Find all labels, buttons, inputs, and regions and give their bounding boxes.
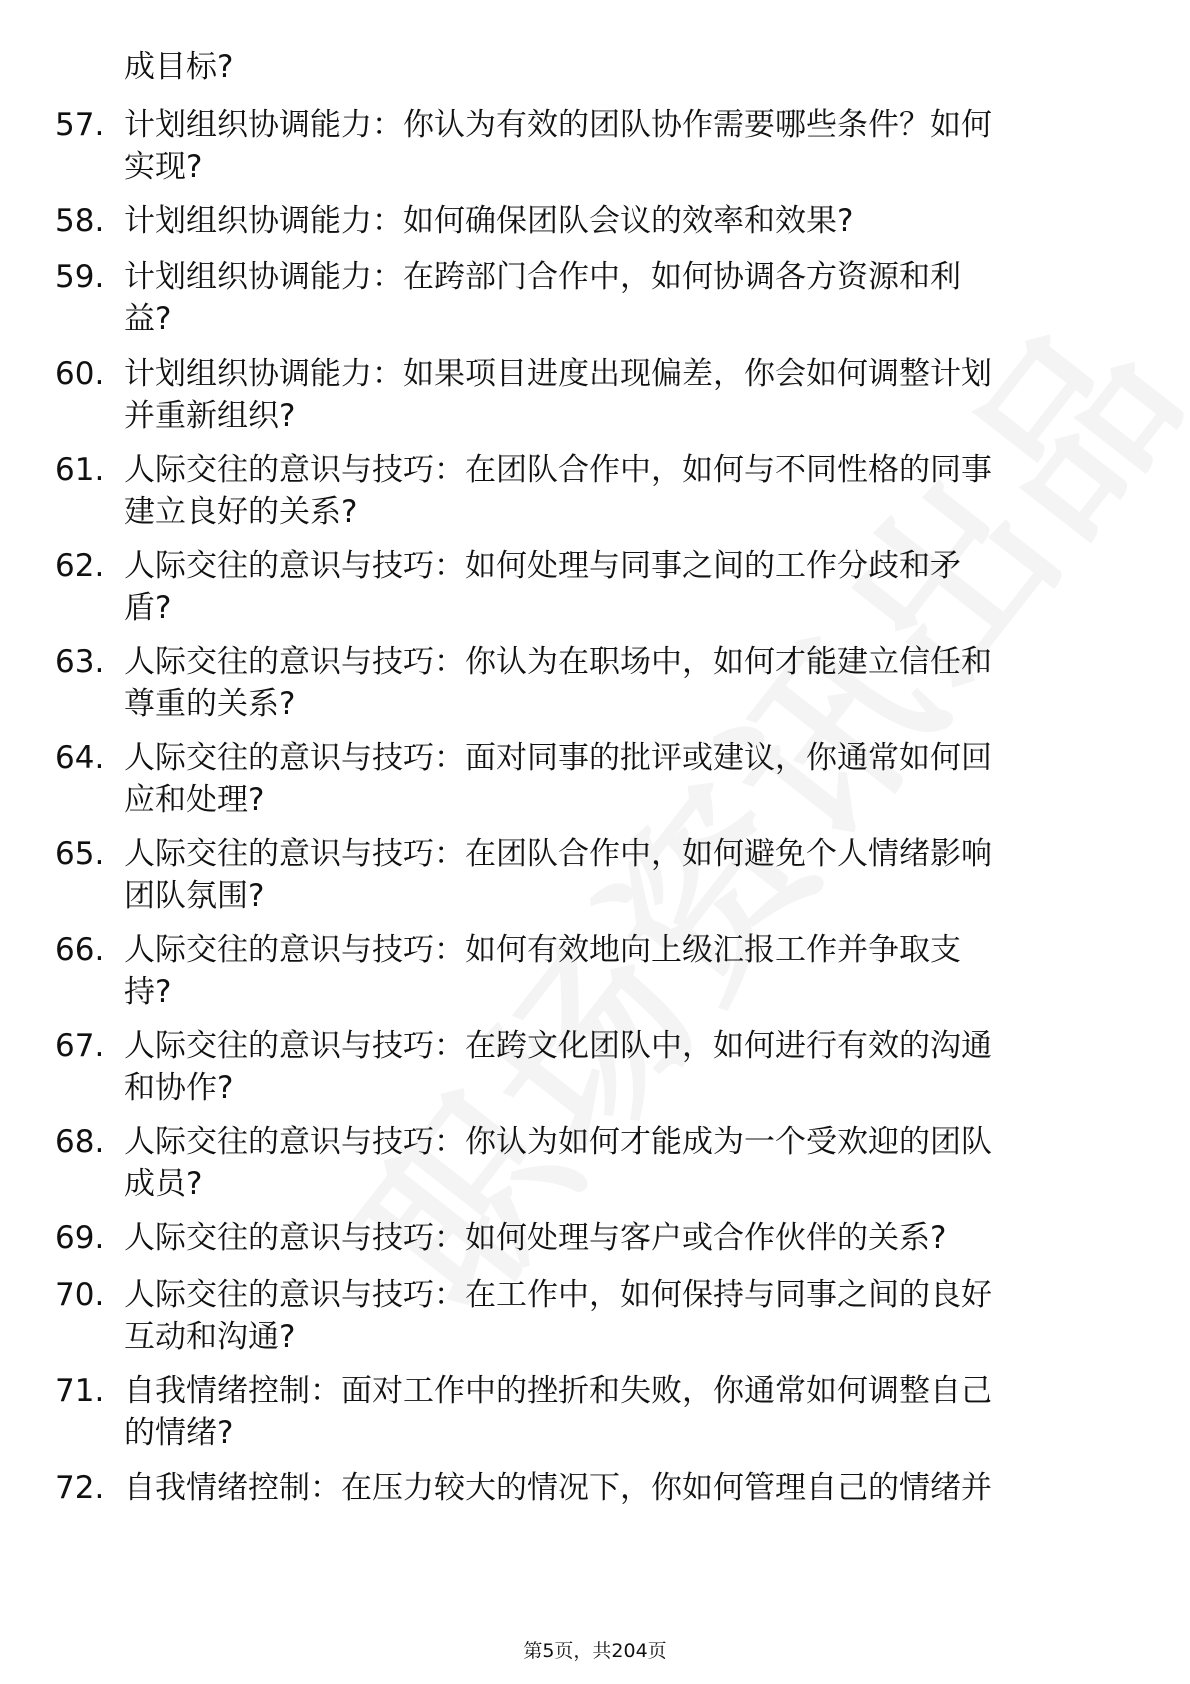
item-number: 58. — [55, 203, 105, 239]
item-number: 65. — [55, 836, 105, 872]
item-number: 59. — [55, 259, 105, 295]
item-number: 67. — [55, 1028, 105, 1064]
item-text: 人际交往的意识与技巧：你认为如何才能成为一个受欢迎的团队 成员? — [124, 1124, 992, 1202]
item-text: 人际交往的意识与技巧：在团队合作中，如何避免个人情绪影响 团队氛围? — [124, 836, 992, 914]
item-text: 人际交往的意识与技巧：在跨文化团队中，如何进行有效的沟通 和协作? — [124, 1028, 992, 1106]
item-text: 人际交往的意识与技巧：如何处理与同事之间的工作分歧和矛 盾? — [124, 548, 961, 626]
item-number: 69. — [55, 1220, 105, 1256]
item-number: 71. — [55, 1373, 105, 1409]
page-footer: 第5页，共204页 — [523, 1640, 667, 1662]
item-text: 自我情绪控制：在压力较大的情况下，你如何管理自己的情绪并 — [124, 1470, 992, 1506]
item-text: 人际交往的意识与技巧：面对同事的批评或建议，你通常如何回 应和处理? — [124, 740, 992, 818]
item-number: 70. — [55, 1277, 105, 1313]
item-number: 64. — [55, 740, 105, 776]
item-number: 63. — [55, 644, 105, 680]
item-number: 72. — [55, 1470, 105, 1506]
item-number: 62. — [55, 548, 105, 584]
item-text: 成目标? — [124, 49, 234, 85]
item-text: 人际交往的意识与技巧：在团队合作中，如何与不同性格的同事 建立良好的关系? — [124, 452, 992, 530]
item-number: 60. — [55, 356, 105, 392]
item-number: 57. — [55, 107, 105, 143]
item-number: 66. — [55, 932, 105, 968]
item-text: 自我情绪控制：面对工作中的挫折和失败，你通常如何调整自己 的情绪? — [124, 1373, 992, 1451]
item-text: 人际交往的意识与技巧：在工作中，如何保持与同事之间的良好 互动和沟通? — [124, 1277, 992, 1355]
item-text: 计划组织协调能力：如何确保团队会议的效率和效果? — [124, 203, 854, 239]
item-text: 人际交往的意识与技巧：如何有效地向上级汇报工作并争取支 持? — [124, 932, 961, 1010]
item-text: 人际交往的意识与技巧：如何处理与客户或合作伙伴的关系? — [124, 1220, 947, 1256]
item-number: 61. — [55, 452, 105, 488]
item-text: 计划组织协调能力：在跨部门合作中，如何协调各方资源和利 益? — [124, 259, 961, 337]
item-text: 计划组织协调能力：你认为有效的团队协作需要哪些条件？如何 实现? — [124, 107, 992, 185]
item-text: 计划组织协调能力：如果项目进度出现偏差，你会如何调整计划 并重新组织? — [124, 356, 992, 434]
item-text: 人际交往的意识与技巧：你认为在职场中，如何才能建立信任和 尊重的关系? — [124, 644, 992, 722]
item-number: 68. — [55, 1124, 105, 1160]
